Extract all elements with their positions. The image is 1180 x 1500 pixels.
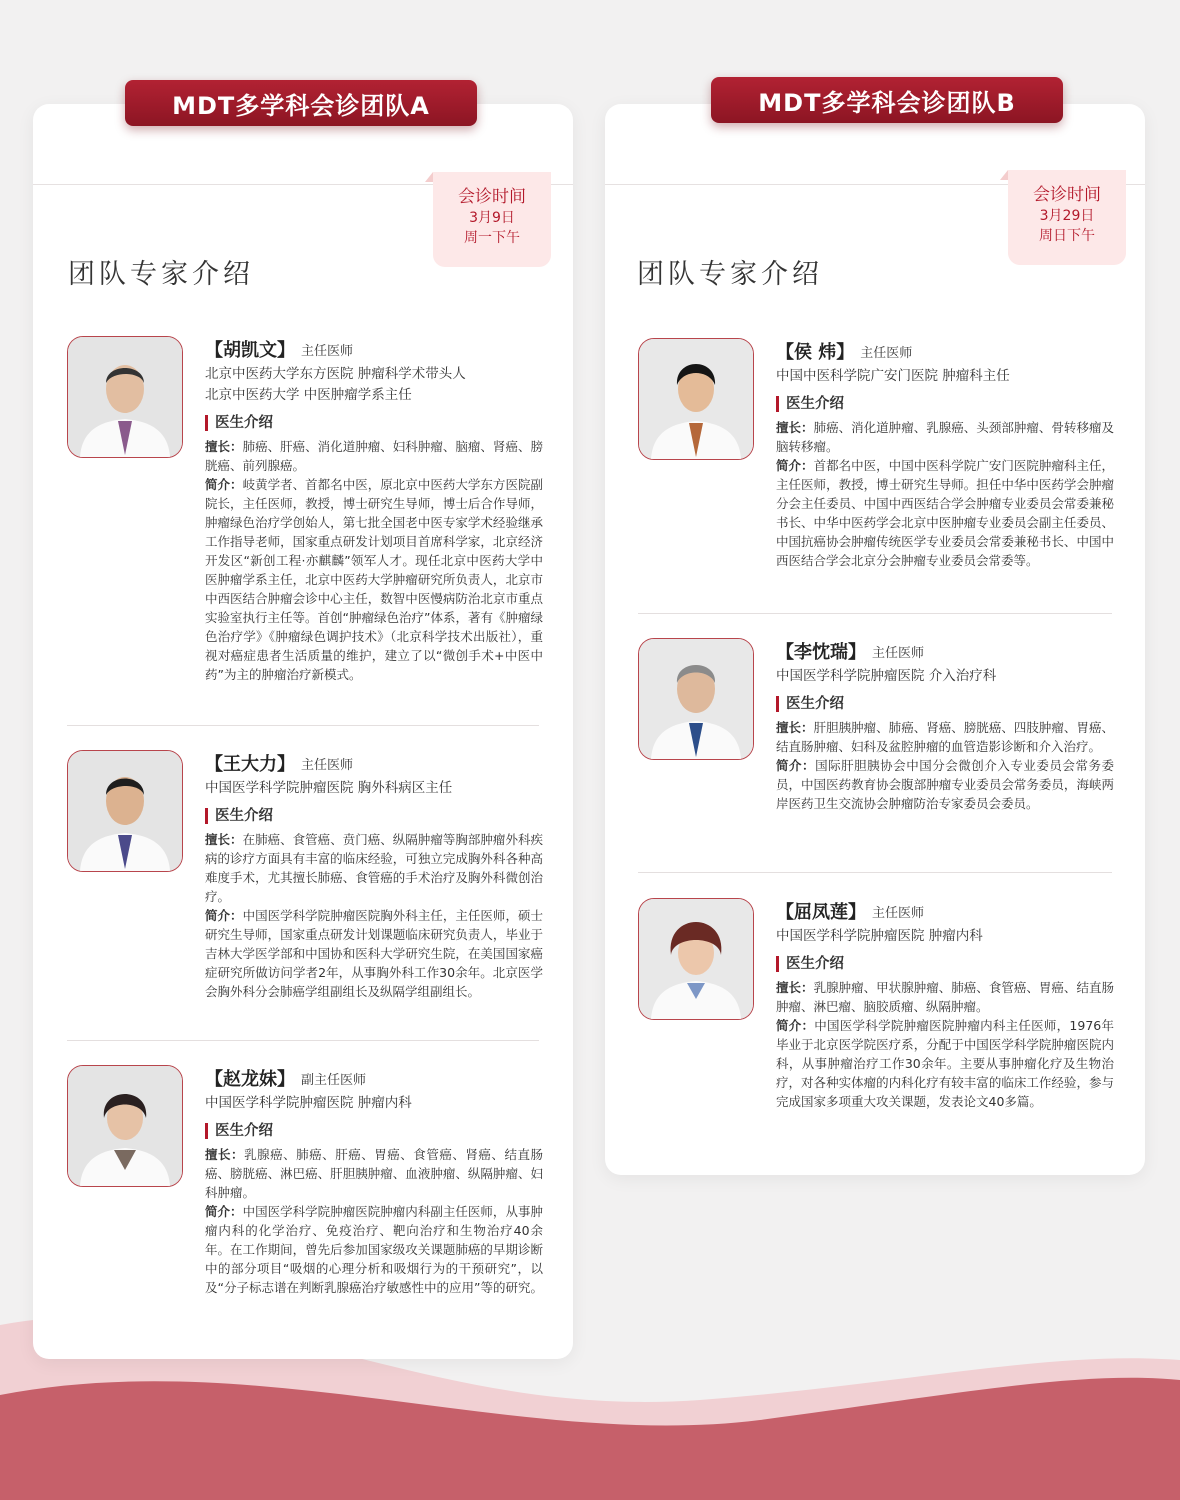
- doctor-specialty: 擅长：肺癌、肝癌、消化道肿瘤、妇科肿瘤、脑瘤、肾癌、膀胱癌、前列腺癌。: [205, 439, 543, 473]
- team-b-section-title: 团队专家介绍: [637, 259, 823, 290]
- doctor-photo: [638, 338, 754, 460]
- intro-heading: 医生介绍: [205, 808, 543, 824]
- doctor-photo: [638, 898, 754, 1020]
- doctor-divider: [67, 725, 539, 726]
- time-tag-title: 会诊时间: [1033, 185, 1101, 205]
- team-b-time-tag: [1008, 170, 1126, 265]
- doctor-affiliation: 北京中医药大学东方医院 肿瘤科学术带头人: [205, 366, 466, 382]
- doctor-name: 【侯 炜】: [776, 342, 855, 363]
- intro-heading: 医生介绍: [205, 1123, 543, 1139]
- doctor-photo: [638, 638, 754, 760]
- doctor-name: 【屈凤莲】: [776, 902, 866, 923]
- intro-heading: 医生介绍: [205, 415, 543, 431]
- doctor-bio: 简介：首都名中医，中国中医科学院广安门医院肿瘤科主任，主任医师，教授，博士研究生导师。担任中华中医药学会肿瘤分会主任委员、中国中西医结合学会肿瘤专业委员会常委兼秘书长、中华中医药学会北京中医肿瘤专业委员会副主任委员、中国抗癌协会肿瘤传统医学专业委员会常委兼秘书长、中国中西医结合学会北京分会肿瘤专业委员会常委等。: [776, 458, 1114, 568]
- doctor-specialty: 擅长：乳腺肿瘤、甲状腺肿瘤、肺癌、食管癌、胃癌、结直肠肿瘤、淋巴瘤、脑胶质瘤、纵隔肿瘤。: [776, 980, 1114, 1014]
- doctor-title: 主任医师: [872, 645, 925, 661]
- doctor-photo: [67, 750, 183, 872]
- doctor-bio: 简介：中国医学科学院肿瘤医院胸外科主任，主任医师，硕士研究生导师，国家重点研发计划课题临床研究负责人，毕业于吉林大学医学部和中国协和医科大学研究生院，在美国国家癌症研究所做访问学者2年，从事胸外科工作30余年。北京医学会胸外科分会肺癌学组副组长及纵隔学组副组长。: [205, 908, 543, 999]
- doctor-affiliation: 中国医学科学院肿瘤医院 肿瘤内科: [776, 928, 983, 944]
- doctor-bio: 简介：岐黄学者、首都名中医，原北京中医药大学东方医院副院长，主任医师，教授，博士研究生导师，博士后合作导师，肿瘤绿色治疗学创始人，第七批全国老中医专家学术经验继承工作指导老师，国家重点研发计划项目首席科学家，北京经济开发区“新创工程·亦麒麟”领军人才。现任北京中医药大学中医肿瘤学系主任，北京中医药大学肿瘤研究所负责人，北京市中西医结合肿瘤会诊中心主任，数智中医慢病防治北京市重点实验室执行主任等。首创“肿瘤绿色治疗”体系，著有《肿瘤绿色治疗学》《肿瘤绿色调护技术》（北京科学技术出版社），重视对癌症患者生活质量的维护，建立了以“微创手术+中医中药”为主的肿瘤治疗新模式。: [205, 477, 543, 682]
- time-tag-period: 周日下午: [1039, 228, 1095, 244]
- intro-heading: 医生介绍: [776, 396, 1114, 412]
- doctor-affiliation: 中国医学科学院肿瘤医院 肿瘤内科: [205, 1095, 412, 1111]
- doctor-title: 主任医师: [301, 757, 354, 773]
- doctor-name: 【胡凯文】: [205, 340, 295, 361]
- doctor-divider: [638, 613, 1112, 614]
- doctor-photo: [67, 1065, 183, 1187]
- doctor-affiliation: 北京中医药大学 中医肿瘤学系主任: [205, 387, 412, 403]
- doctor-affiliation: 中国医学科学院肿瘤医院 胸外科病区主任: [205, 780, 453, 796]
- doctor-photo: [67, 336, 183, 458]
- doctor-specialty: 擅长：在肺癌、食管癌、贲门癌、纵隔肿瘤等胸部肿瘤外科疾病的诊疗方面具有丰富的临床经验，可独立完成胸外科各种高难度手术，尤其擅长肺癌、食管癌的手术治疗及胸外科微创治疗。: [205, 832, 543, 904]
- doctor-name: 【赵龙妹】: [205, 1069, 295, 1090]
- doctor-title: 主任医师: [860, 345, 913, 361]
- doctor-divider: [67, 1040, 539, 1041]
- doctor-title: 主任医师: [301, 343, 354, 359]
- doctor-specialty: 擅长：肺癌、消化道肿瘤、乳腺癌、头颈部肿瘤、骨转移瘤及脑转移瘤。: [776, 420, 1114, 454]
- time-tag-date: 3月9日: [469, 210, 515, 226]
- doctor-name: 【王大力】: [205, 754, 295, 775]
- doctor-affiliation: 中国中医科学院广安门医院 肿瘤科主任: [776, 368, 1010, 384]
- doctor-affiliation: 中国医学科学院肿瘤医院 介入治疗科: [776, 668, 997, 684]
- doctor-specialty: 擅长：肝胆胰肿瘤、肺癌、肾癌、膀胱癌、四肢肿瘤、胃癌、结直肠肿瘤、妇科及盆腔肿瘤的血管造影诊断和介入治疗。: [776, 720, 1114, 754]
- time-tag-title: 会诊时间: [458, 187, 526, 207]
- doctor-name: 【李忱瑞】: [776, 642, 866, 663]
- doctor-bio: 简介：国际肝胆胰协会中国分会微创介入专业委员会常务委员，中国医药教育协会腹部肿瘤专业委员会常务委员，海峡两岸医药卫生交流协会肿瘤防治专家委员会委员。: [776, 758, 1114, 811]
- intro-heading: 医生介绍: [776, 956, 1114, 972]
- team-a-time-tag: [433, 172, 551, 267]
- doctor-title: 主任医师: [872, 905, 925, 921]
- team-b-banner: MDT多学科会诊团队B: [711, 77, 1063, 123]
- team-a-banner: MDT多学科会诊团队A: [125, 80, 477, 126]
- time-tag-period: 周一下午: [464, 230, 520, 246]
- time-tag-date: 3月29日: [1039, 208, 1095, 224]
- team-a-section-title: 团队专家介绍: [68, 259, 254, 290]
- doctor-specialty: 擅长：乳腺癌、肺癌、肝癌、胃癌、食管癌、肾癌、结直肠癌、膀胱癌、淋巴癌、肝胆胰肿瘤、血液肿瘤、纵隔肿瘤、妇科肿瘤。: [205, 1147, 543, 1200]
- intro-heading: 医生介绍: [776, 696, 1114, 712]
- doctor-title: 副主任医师: [301, 1072, 367, 1088]
- doctor-divider: [638, 872, 1112, 873]
- doctor-bio: 简介：中国医学科学院肿瘤医院肿瘤内科主任医师，1976年毕业于北京医学院医疗系，分配于中国医学科学院肿瘤医院内科，从事肿瘤治疗工作30余年。主要从事肿瘤化疗及生物治疗，对各种实体瘤的内科化疗有较丰富的临床工作经验，参与完成国家多项重大攻关课题，发表论文40多篇。: [776, 1018, 1114, 1109]
- doctor-bio: 简介：中国医学科学院肿瘤医院肿瘤内科副主任医师，从事肿瘤内科的化学治疗、免疫治疗、靶向治疗和生物治疗40余年。在工作期间，曾先后参加国家级攻关课题肺癌的早期诊断中的部分项目“吸烟的心理分析和吸烟行为的干预研究”，以及“分子标志谱在判断乳腺癌治疗敏感性中的应用”等的研究。: [205, 1204, 543, 1295]
